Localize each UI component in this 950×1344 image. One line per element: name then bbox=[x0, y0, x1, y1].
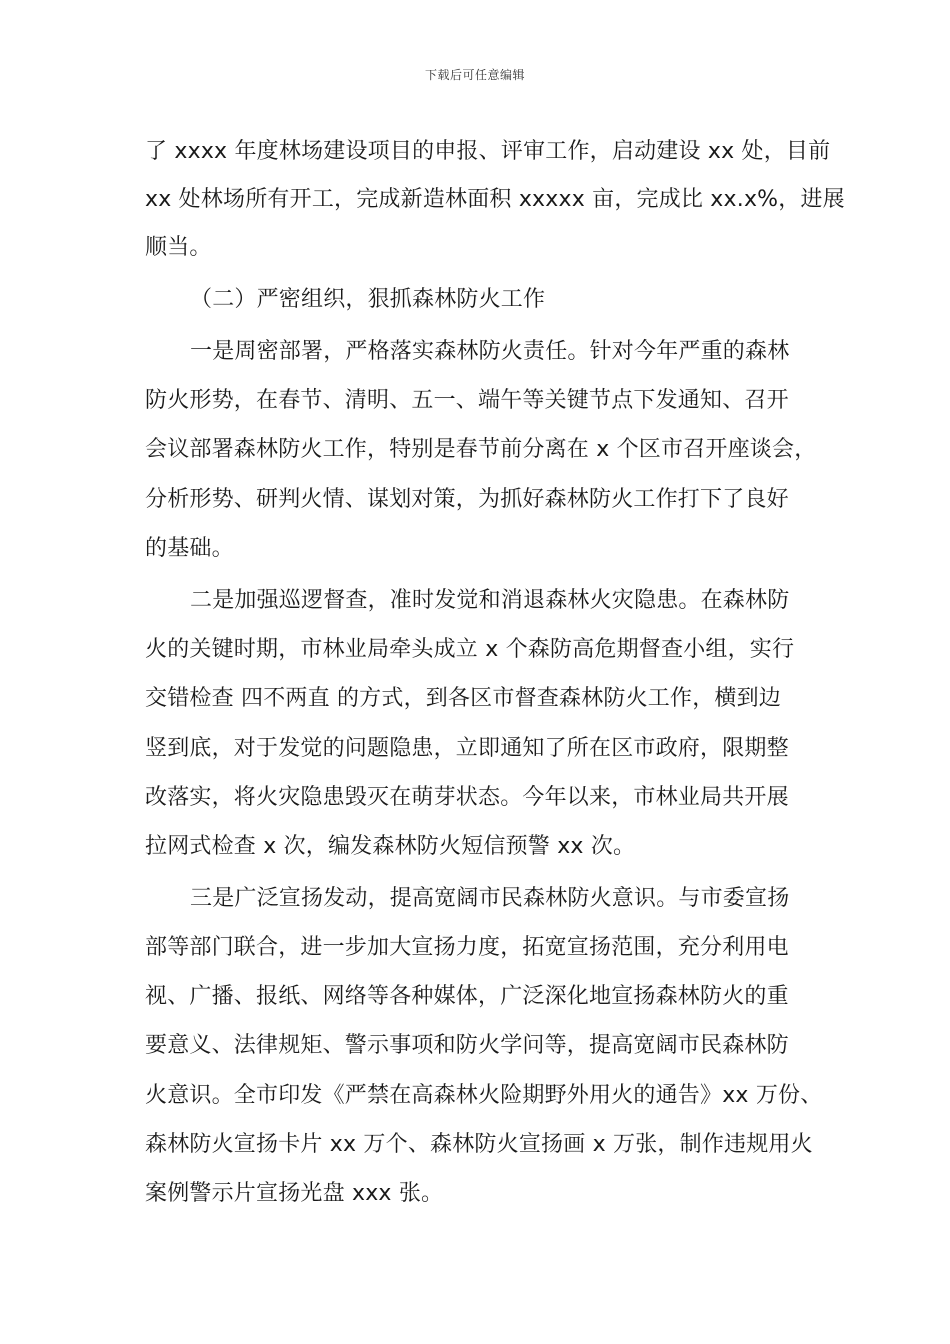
body-line: 视、广播、报纸、网络等各种媒体，广泛深化地宣扬森林防火的重 bbox=[145, 984, 789, 1009]
section-heading: （二）严密组织，狠抓森林防火工作 bbox=[190, 287, 546, 312]
body-line: 案例警示片宣扬光盘 xxx 张。 bbox=[145, 1181, 444, 1206]
body-line: 拉网式检查 x 次，编发森林防火短信预警 xx 次。 bbox=[145, 834, 636, 859]
body-line: 顺当。 bbox=[145, 235, 212, 260]
body-line: 森林防火宣扬卡片 xx 万个、森林防火宣扬画 x 万张，制作违规用火 bbox=[145, 1132, 813, 1157]
body-line: 部等部门联合，进一步加大宣扬力度，拓宽宣扬范围，充分利用电 bbox=[145, 935, 789, 960]
body-line: 三是广泛宣扬发动，提高宽阔市民森林防火意识。与市委宣扬 bbox=[190, 886, 790, 911]
body-line: xx 处林场所有开工，完成新造林面积 xxxxx 亩，完成比 xx.x%，进展 bbox=[145, 187, 845, 212]
body-line: 要意义、法律规矩、警示事项和防火学问等，提高宽阔市民森林防 bbox=[145, 1033, 789, 1058]
body-line: 防火形势，在春节、清明、五一、端午等关键节点下发通知、召开 bbox=[145, 388, 789, 413]
body-line: 竖到底，对于发觉的问题隐患，立即通知了所在区市政府，限期整 bbox=[145, 736, 789, 761]
body-line: 的基础。 bbox=[145, 536, 234, 561]
body-line: 改落实，将火灾隐患毁灭在萌芽状态。今年以来，市林业局共开展 bbox=[145, 785, 789, 810]
body-line: 火意识。全市印发《严禁在高森林火险期野外用火的通告》xx 万份、 bbox=[145, 1083, 823, 1108]
page-header: 下载后可任意编辑 bbox=[424, 68, 525, 82]
body-line: 火的关键时期，市林业局牵头成立 x 个森防高危期督查小组，实行 bbox=[145, 637, 795, 662]
body-line: 二是加强巡逻督查，准时发觉和消退森林火灾隐患。在森林防 bbox=[190, 588, 790, 613]
body-line: 会议部署森林防火工作，特别是春节前分离在 x 个区市召开座谈会， bbox=[145, 437, 817, 462]
body-line: 了 xxxx 年度林场建设项目的申报、评审工作，启动建设 xx 处，目前 bbox=[145, 139, 831, 164]
body-line: 一是周密部署，严格落实森林防火责任。针对今年严重的森林 bbox=[190, 339, 790, 364]
body-line: 分析形势、研判火情、谋划对策，为抓好森林防火工作打下了良好 bbox=[145, 487, 789, 512]
body-line: 交错检查 四不两直 的方式，到各区市督查森林防火工作，横到边 bbox=[145, 686, 781, 711]
